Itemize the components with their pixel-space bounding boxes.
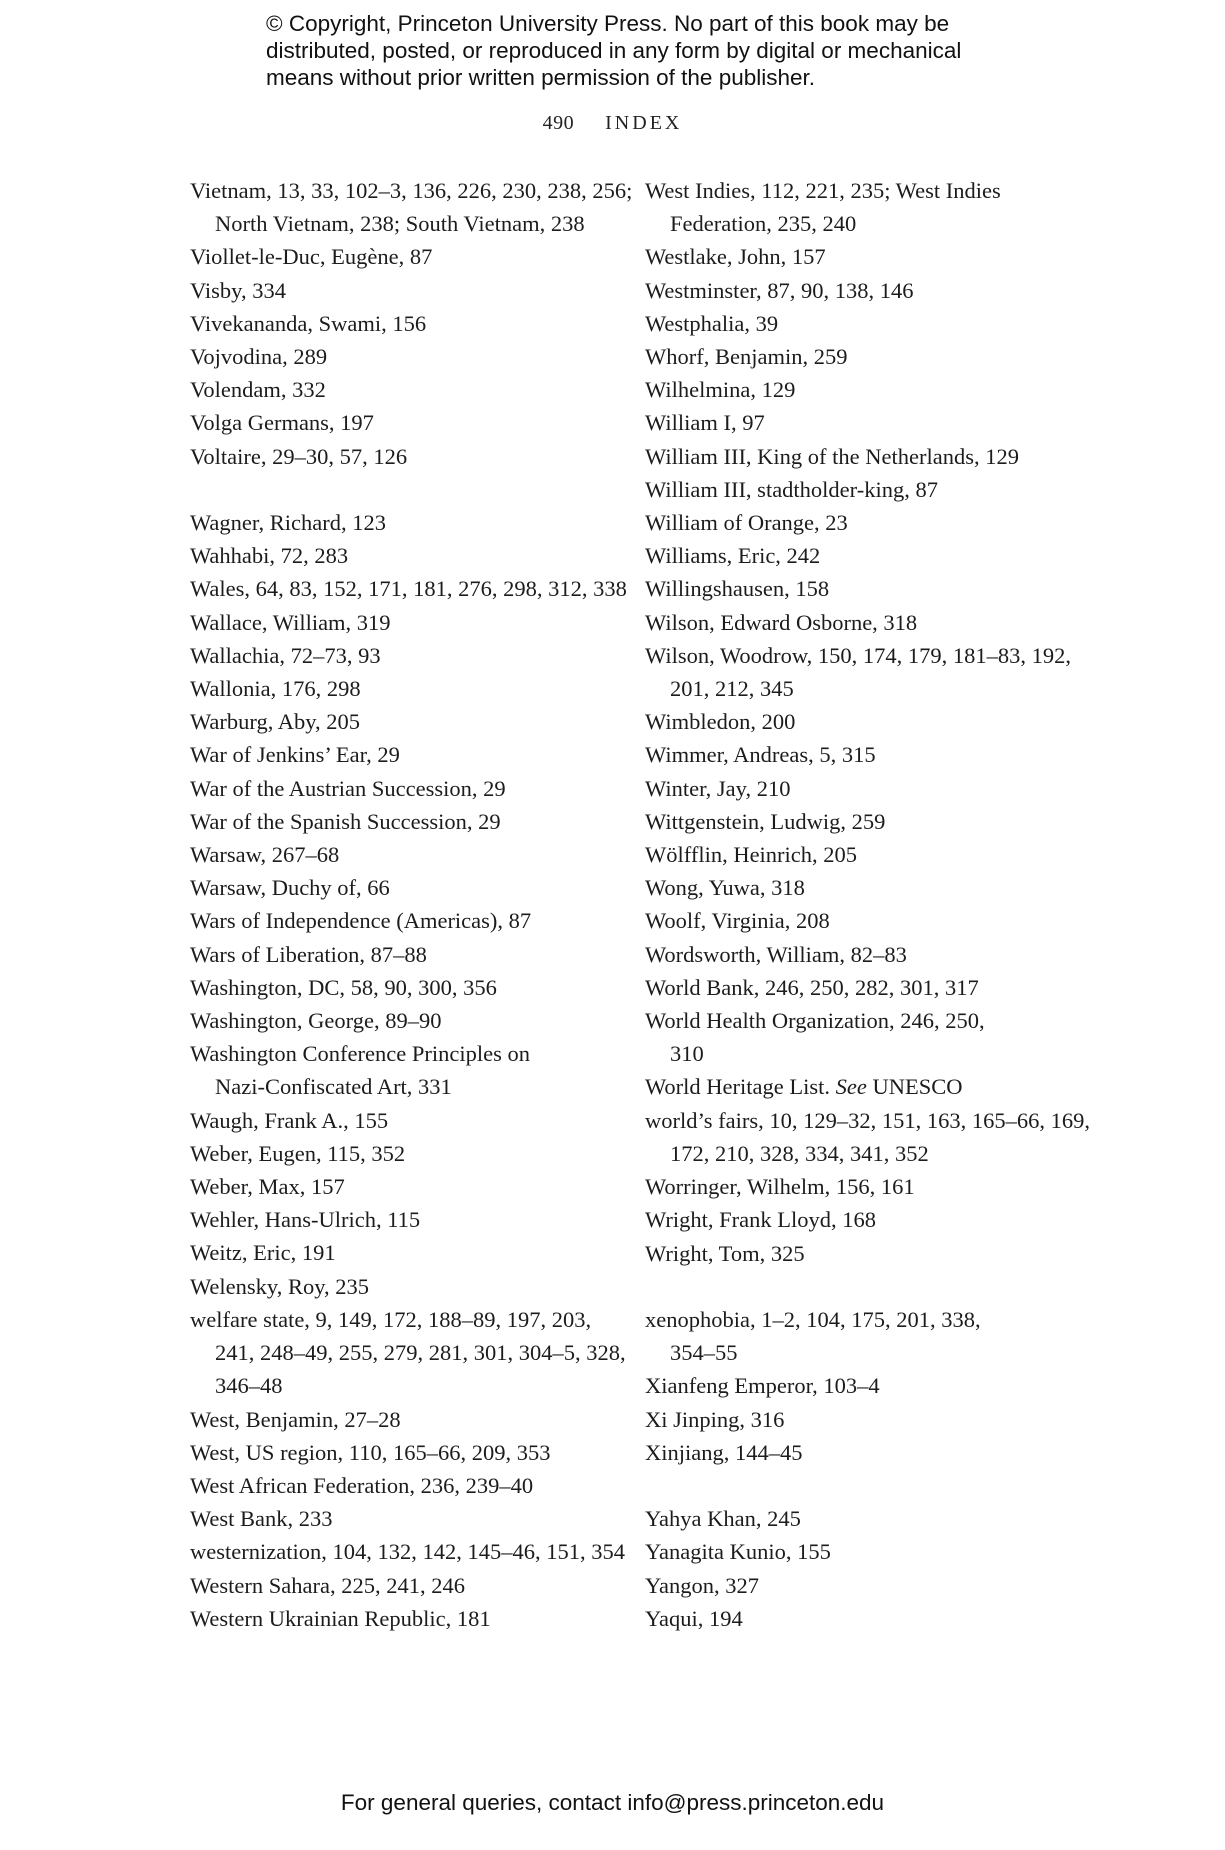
index-entry-line: Yahya Khan, 245 xyxy=(645,1506,801,1532)
index-entry-line: Xinjiang, 144–45 xyxy=(645,1439,803,1465)
letter-section-gap xyxy=(645,1270,1065,1303)
copyright-line: © Copyright, Princeton University Press. No part of this book may be xyxy=(266,11,950,36)
index-entry xyxy=(645,1237,1065,1270)
index-entry-line: Washington, DC, 58, 90, 300, 356 xyxy=(190,974,497,1000)
index-entry-line: War of the Austrian Succession, 29 xyxy=(190,775,506,801)
index-entry xyxy=(645,1369,1065,1402)
index-entry xyxy=(645,1170,1065,1203)
index-entry-continuation: 354–55 xyxy=(670,1340,738,1366)
index-entry-line: Vietnam, 13, 33, 102–3, 136, 226, 230, 238, 256; xyxy=(190,178,633,203)
index-entry xyxy=(190,871,630,904)
index-entry xyxy=(190,539,630,572)
index-entry-line: Warsaw, 267–68 xyxy=(190,842,340,868)
index-entry xyxy=(190,805,630,838)
index-entry xyxy=(645,1203,1065,1236)
index-entry-line: Yangon, 327 xyxy=(645,1572,759,1598)
index-entry-line: Viollet-le-Duc, Eugène, 87 xyxy=(190,244,433,270)
index-entry-line: West, Benjamin, 27–28 xyxy=(190,1406,401,1432)
index-entry xyxy=(190,1535,630,1568)
index-entry-line: Westphalia, 39 xyxy=(645,310,779,336)
index-entry-line: William III, stadtholder-king, 87 xyxy=(645,476,938,502)
index-entry-line: Wilson, Edward Osborne, 318 xyxy=(645,609,918,635)
index-entry xyxy=(190,307,630,340)
index-entry-line: West, US region, 110, 165–66, 209, 353 xyxy=(190,1439,551,1465)
index-entry xyxy=(190,904,630,937)
index-entry-line: Wagner, Richard, 123 xyxy=(190,510,386,536)
index-entry xyxy=(645,1070,1065,1103)
index-entry xyxy=(190,1303,630,1403)
index-entry-continuation: 201, 212, 345 xyxy=(670,676,794,702)
index-entry xyxy=(190,639,630,672)
index-entry xyxy=(645,838,1065,871)
index-entry xyxy=(645,904,1065,937)
copyright-notice xyxy=(266,10,1026,91)
index-entry xyxy=(190,1170,630,1203)
index-entry-line: Xi Jinping, 316 xyxy=(645,1406,785,1432)
index-entry-continuation: Nazi-Confiscated Art, 331 xyxy=(215,1074,452,1100)
index-entry-line: world’s fairs, 10, 129–32, 151, 163, 165–66, 169, xyxy=(645,1107,1090,1133)
index-entry xyxy=(645,606,1065,639)
index-entry-line: Worringer, Wilhelm, 156, 161 xyxy=(645,1174,915,1200)
index-entry xyxy=(645,572,1065,605)
index-entry-continuation: 346–48 xyxy=(215,1373,283,1399)
index-entry xyxy=(190,1037,630,1103)
index-entry xyxy=(190,1004,630,1037)
index-entry xyxy=(645,373,1065,406)
index-entry xyxy=(190,340,630,373)
index-entry-line: Volendam, 332 xyxy=(190,377,326,403)
index-entry xyxy=(645,938,1065,971)
index-entry xyxy=(645,1535,1065,1568)
index-entry xyxy=(190,1203,630,1236)
index-entry xyxy=(190,174,633,240)
index-entry xyxy=(645,772,1065,805)
index-entry-line: Western Ukrainian Republic, 181 xyxy=(190,1605,491,1631)
index-entry-line: War of Jenkins’ Ear, 29 xyxy=(190,742,400,768)
index-entry-line: Wahhabi, 72, 283 xyxy=(190,543,349,569)
index-entry xyxy=(645,639,1072,705)
index-entry xyxy=(645,1436,1065,1469)
index-entry-line: Welensky, Roy, 235 xyxy=(190,1273,370,1299)
index-entry xyxy=(645,1403,1065,1436)
index-entry xyxy=(190,572,630,605)
index-entry-line: Wales, 64, 83, 152, 171, 181, 276, 298, 312, 338 xyxy=(190,576,627,602)
index-entry xyxy=(190,1569,630,1602)
index-entry xyxy=(190,1602,630,1635)
index-entry-line: Vivekananda, Swami, 156 xyxy=(190,310,427,336)
letter-section-gap xyxy=(645,1469,1065,1502)
index-entry xyxy=(645,1104,1090,1170)
index-entry-line: Washington, George, 89–90 xyxy=(190,1008,442,1034)
index-entry-line: War of the Spanish Succession, 29 xyxy=(190,808,501,834)
index-entry-line: westernization, 104, 132, 142, 145–46, 151, 354 xyxy=(190,1539,625,1565)
index-entry xyxy=(645,174,1065,240)
index-entry xyxy=(190,274,630,307)
index-entry xyxy=(190,838,630,871)
index-entry xyxy=(190,705,630,738)
index-entry xyxy=(190,738,630,771)
running-head xyxy=(0,112,1225,135)
index-entry xyxy=(645,1502,1065,1535)
index-entry-line: Yanagita Kunio, 155 xyxy=(645,1539,831,1565)
index-column-left xyxy=(190,174,633,1635)
index-entry xyxy=(190,406,630,439)
index-entry-line: Wright, Tom, 325 xyxy=(645,1240,805,1266)
index-entry xyxy=(645,1004,1065,1070)
index-entry-line: Warburg, Aby, 205 xyxy=(190,709,361,735)
index-entry-line: Wehler, Hans-Ulrich, 115 xyxy=(190,1207,421,1233)
index-entry-line: Westlake, John, 157 xyxy=(645,244,826,270)
index-entry xyxy=(190,1236,630,1269)
index-entry-line: West Bank, 233 xyxy=(190,1506,333,1532)
index-entry xyxy=(190,672,630,705)
index-entry xyxy=(645,539,1065,572)
index-entry xyxy=(190,1270,630,1303)
index-entry xyxy=(645,738,1065,771)
index-entry xyxy=(645,340,1065,373)
index-entry-continuation: 172, 210, 328, 334, 341, 352 xyxy=(670,1140,929,1166)
index-entry-line: William III, King of the Netherlands, 129 xyxy=(645,443,1019,469)
index-entry-line: Wong, Yuwa, 318 xyxy=(645,875,805,901)
index-entry xyxy=(190,1469,630,1502)
index-entry xyxy=(645,971,1065,1004)
index-entry xyxy=(645,274,1065,307)
index-entry-line: xenophobia, 1–2, 104, 175, 201, 338, xyxy=(645,1306,981,1332)
index-entry xyxy=(645,506,1065,539)
index-entry-line: Wars of Independence (Americas), 87 xyxy=(190,908,532,934)
index-entry-line: Wilson, Woodrow, 150, 174, 179, 181–83, 192, xyxy=(645,642,1072,668)
index-entry-line: World Bank, 246, 250, 282, 301, 317 xyxy=(645,974,979,1000)
index-entry-line: Wallonia, 176, 298 xyxy=(190,676,361,702)
index-entry-line: World Heritage List. See UNESCO xyxy=(645,1074,963,1100)
index-entry xyxy=(190,1436,630,1469)
index-entry xyxy=(190,938,630,971)
index-entry-line: William I, 97 xyxy=(645,410,765,436)
index-entry-line: Wittgenstein, Ludwig, 259 xyxy=(645,808,886,834)
index-entry-continuation: 310 xyxy=(670,1041,704,1067)
index-entry-line: Wimmer, Andreas, 5, 315 xyxy=(645,742,876,768)
index-entry-line: William of Orange, 23 xyxy=(645,510,848,536)
index-entry xyxy=(190,440,630,473)
index-entry-line: Wimbledon, 200 xyxy=(645,709,796,735)
index-entry-line: Woolf, Virginia, 208 xyxy=(645,908,830,934)
index-entry-continuation: Federation, 235, 240 xyxy=(670,211,857,237)
index-entry xyxy=(645,473,1065,506)
index-entry xyxy=(190,606,630,639)
index-entry-line: Western Sahara, 225, 241, 246 xyxy=(190,1572,465,1598)
index-entry-line: World Health Organization, 246, 250, xyxy=(645,1008,985,1034)
page-number: 490 xyxy=(542,112,575,134)
index-entry xyxy=(645,440,1065,473)
index-entry-line: Visby, 334 xyxy=(190,277,286,303)
index-entry-line: Williams, Eric, 242 xyxy=(645,543,821,569)
see-reference: See xyxy=(835,1074,867,1100)
index-entry-line: Willingshausen, 158 xyxy=(645,576,830,602)
index-entry-line: Westminster, 87, 90, 138, 146 xyxy=(645,277,914,303)
index-entry-line: Warsaw, Duchy of, 66 xyxy=(190,875,390,901)
index-entry-line: West African Federation, 236, 239–40 xyxy=(190,1472,534,1498)
index-entry-line: Yaqui, 194 xyxy=(645,1605,743,1631)
index-entry-line: Wordsworth, William, 82–83 xyxy=(645,941,907,967)
index-entry xyxy=(645,1602,1065,1635)
index-entry xyxy=(645,406,1065,439)
index-entry xyxy=(190,1502,630,1535)
page-title: INDEX xyxy=(605,112,683,134)
index-entry-line: Wallace, William, 319 xyxy=(190,609,391,635)
index-entry xyxy=(190,240,630,273)
index-entry xyxy=(645,240,1065,273)
index-entry xyxy=(645,705,1065,738)
index-entry xyxy=(190,772,630,805)
index-entry xyxy=(190,1104,630,1137)
index-entry xyxy=(190,1137,630,1170)
letter-section-gap xyxy=(190,473,630,506)
index-entry xyxy=(645,805,1065,838)
index-entry-line: Wilhelmina, 129 xyxy=(645,377,796,403)
index-entry-line: Wallachia, 72–73, 93 xyxy=(190,642,381,668)
index-entry xyxy=(645,871,1065,904)
index-entry xyxy=(190,971,630,1004)
index-entry-continuation: North Vietnam, 238; South Vietnam, 238 xyxy=(215,211,585,237)
index-entry-line: Volga Germans, 197 xyxy=(190,410,374,436)
index-entry-line: Wölfflin, Heinrich, 205 xyxy=(645,842,858,868)
index-entry-line: Washington Conference Principles on xyxy=(190,1041,530,1067)
index-entry-line: Weitz, Eric, 191 xyxy=(190,1240,336,1266)
index-entry-line: Weber, Eugen, 115, 352 xyxy=(190,1140,406,1166)
index-entry xyxy=(645,307,1065,340)
index-entry-line: welfare state, 9, 149, 172, 188–89, 197, 203, xyxy=(190,1306,592,1332)
index-entry xyxy=(190,1403,630,1436)
index-entry-line: West Indies, 112, 221, 235; West Indies xyxy=(645,178,1001,203)
index-entry-line: Vojvodina, 289 xyxy=(190,344,328,370)
index-entry-continuation: 241, 248–49, 255, 279, 281, 301, 304–5, 328, xyxy=(215,1340,626,1366)
copyright-line: distributed, posted, or reproduced in any form by digital or mechanical xyxy=(266,38,962,63)
index-entry xyxy=(645,1303,1065,1369)
index-entry-line: Weber, Max, 157 xyxy=(190,1174,345,1200)
contact-footer: For general queries, contact info@press.princeton.edu xyxy=(340,1790,885,1815)
index-entry-line: Voltaire, 29–30, 57, 126 xyxy=(190,443,408,469)
index-entry-line: Whorf, Benjamin, 259 xyxy=(645,344,848,370)
index-column-right xyxy=(645,174,1090,1635)
index-entry-line: Xianfeng Emperor, 103–4 xyxy=(645,1373,880,1399)
index-entry-line: Winter, Jay, 210 xyxy=(645,775,791,801)
index-entry xyxy=(645,1569,1065,1602)
index-entry-line: Wars of Liberation, 87–88 xyxy=(190,941,427,967)
index-entry xyxy=(190,373,630,406)
copyright-line: means without prior written permission of the publisher. xyxy=(266,65,816,90)
index-entry-line: Waugh, Frank A., 155 xyxy=(190,1107,389,1133)
index-entry-line: Wright, Frank Lloyd, 168 xyxy=(645,1207,876,1233)
index-entry xyxy=(190,506,630,539)
